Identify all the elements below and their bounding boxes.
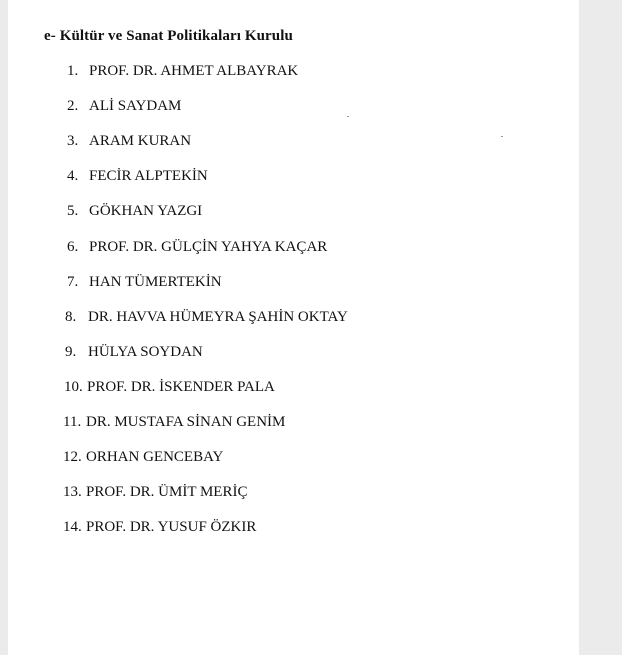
list-item [63, 413, 285, 431]
list-item-number: 6. [67, 239, 79, 255]
list-item-name: DR. HAVVA HÜMEYRA ŞAHİN OKTAY [88, 309, 348, 325]
list-item-name: DR. MUSTAFA SİNAN GENİM [86, 414, 286, 430]
list-item-number: 8. [65, 309, 77, 325]
list-item [67, 238, 327, 256]
list-item-number: 9. [65, 344, 77, 360]
list-item [67, 132, 191, 150]
list-item [63, 483, 247, 501]
list-item-name: ARAM KURAN [89, 133, 192, 149]
list-item-name: FECİR ALPTEKİN [89, 168, 208, 184]
document-heading: e- Kültür ve Sanat Politikaları Kurulu [44, 28, 293, 44]
list-item [65, 308, 348, 326]
list-item-name: ORHAN GENCEBAY [86, 449, 224, 465]
list-item-name: PROF. DR. AHMET ALBAYRAK [89, 63, 299, 79]
list-item-name: HAN TÜMERTEKİN [89, 274, 222, 290]
list-item-name: ALİ SAYDAM [89, 98, 182, 114]
list-item-number: 11. [63, 414, 82, 430]
scan-speck [501, 136, 503, 137]
list-item-number: 2. [67, 98, 79, 114]
list-item-number: 14. [63, 519, 82, 535]
list-item [64, 378, 275, 396]
list-item-number: 1. [67, 63, 79, 79]
list-item-name: GÖKHAN YAZGI [89, 203, 203, 219]
document-page [8, 0, 579, 655]
list-item-number: 7. [67, 274, 79, 290]
list-item-number: 10. [64, 379, 83, 395]
list-item [67, 97, 181, 115]
list-item [65, 343, 203, 361]
list-item [67, 273, 222, 291]
list-item-name: PROF. DR. YUSUF ÖZKIR [86, 519, 257, 535]
list-item-number: 12. [63, 449, 82, 465]
list-item [67, 62, 298, 80]
list-item [67, 202, 202, 220]
list-item-name: PROF. DR. ÜMİT MERİÇ [86, 484, 248, 500]
list-item-number: 5. [67, 203, 79, 219]
list-item-number: 3. [67, 133, 79, 149]
list-item [63, 518, 256, 536]
list-item-name: HÜLYA SOYDAN [88, 344, 203, 360]
list-item-number: 4. [67, 168, 79, 184]
scan-speck [347, 116, 349, 117]
list-item-name: PROF. DR. İSKENDER PALA [87, 379, 275, 395]
list-item [67, 167, 208, 185]
list-item-name: PROF. DR. GÜLÇİN YAHYA KAÇAR [89, 239, 328, 255]
list-item [63, 448, 223, 466]
list-item-number: 13. [63, 484, 82, 500]
